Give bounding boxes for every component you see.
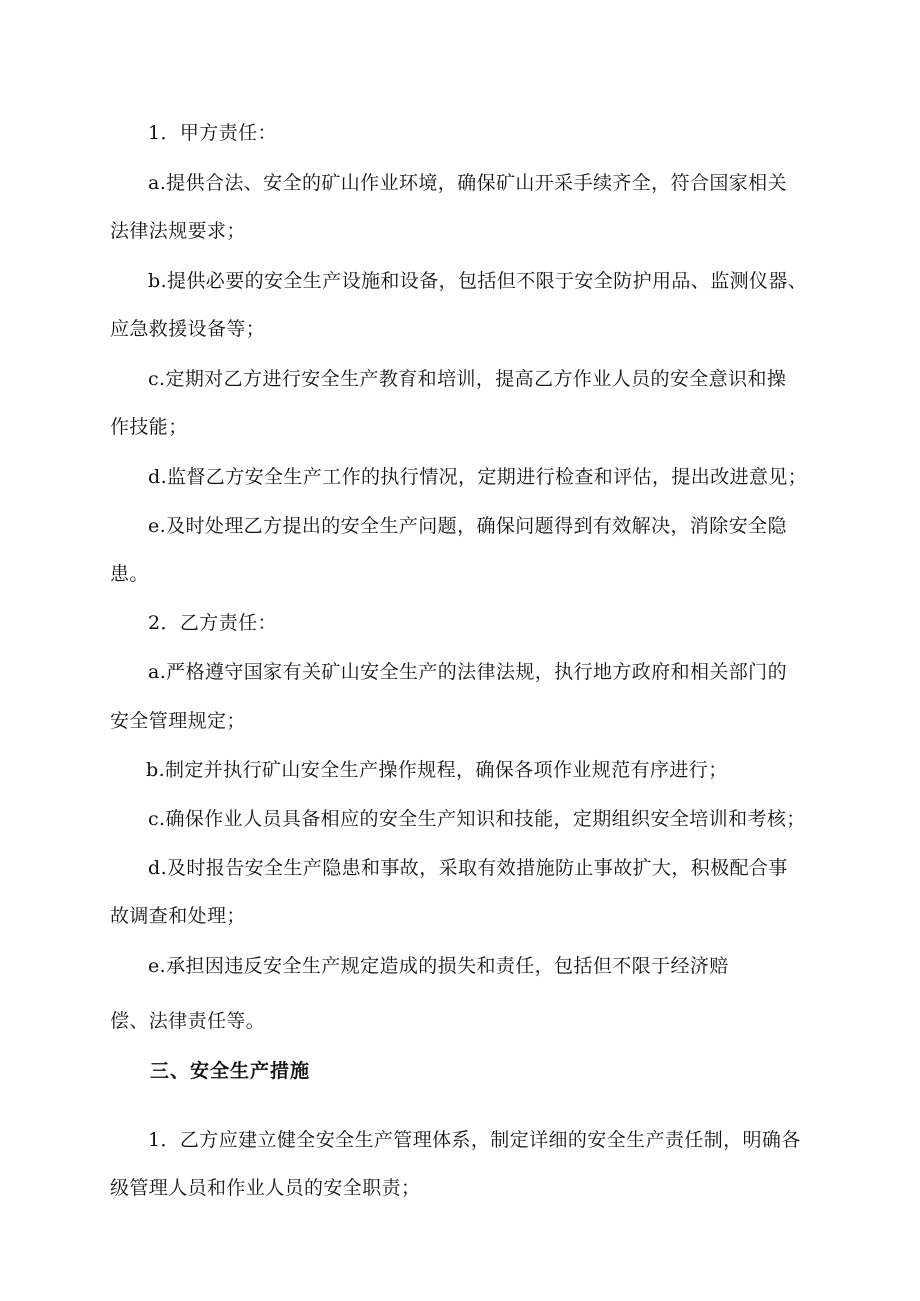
safety-measure-1-line2: 级管理人员和作业人员的安全职责； — [110, 1177, 421, 1199]
party-b-item-b-line1: b.制定并执行矿山安全生产操作规程，确保各项作业规范有序进行； — [146, 759, 728, 781]
section-heading-safety-measures: 三、安全生产措施 — [150, 1060, 311, 1082]
party-a-item-e-line1: e.及时处理乙方提出的安全生产问题，确保问题得到有效解决，消除安全隐 — [148, 515, 787, 537]
party-a-item-e-line2: 患。 — [110, 563, 149, 585]
party-a-item-c-line1: c.定期对乙方进行安全生产教育和培训，提高乙方作业人员的安全意识和操 — [148, 368, 787, 390]
party-a-item-d-line1: d.监督乙方安全生产工作的执行情况，定期进行检查和评估，提出改进意见； — [148, 466, 808, 488]
party-b-responsibility-label: 2．乙方责任： — [148, 612, 277, 634]
party-a-responsibility-label: 1．甲方责任： — [148, 122, 277, 144]
party-b-item-e-line1: e.承担因违反安全生产规定造成的损失和责任，包括但不限于经济赔 — [148, 955, 729, 977]
party-a-item-b-line1: b.提供必要的安全生产设施和设备，包括但不限于安全防护用品、监测仪器、 — [148, 270, 808, 292]
party-b-item-a-line1: a.严格遵守国家有关矿山安全生产的法律法规，执行地方政府和相关部门的 — [148, 661, 787, 683]
party-b-item-c-line1: c.确保作业人员具备相应的安全生产知识和技能，定期组织安全培训和考核； — [148, 808, 806, 830]
safety-measure-1-line1: 1．乙方应建立健全安全生产管理体系，制定详细的安全生产责任制，明确各 — [148, 1129, 801, 1151]
party-a-item-a-line2: 法律法规要求； — [110, 220, 246, 242]
party-b-item-a-line2: 安全管理规定； — [110, 710, 246, 732]
party-a-item-a-line1: a.提供合法、安全的矿山作业环境，确保矿山开采手续齐全，符合国家相关 — [148, 172, 787, 194]
party-a-item-b-line2: 应急救援设备等； — [110, 318, 266, 340]
party-b-item-d-line2: 故调查和处理； — [110, 905, 246, 927]
party-a-item-c-line2: 作技能； — [110, 416, 188, 438]
party-b-item-d-line1: d.及时报告安全生产隐患和事故，采取有效措施防止事故扩大，积极配合事 — [148, 857, 788, 879]
party-b-item-e-line2: 偿、法律责任等。 — [110, 1010, 266, 1032]
